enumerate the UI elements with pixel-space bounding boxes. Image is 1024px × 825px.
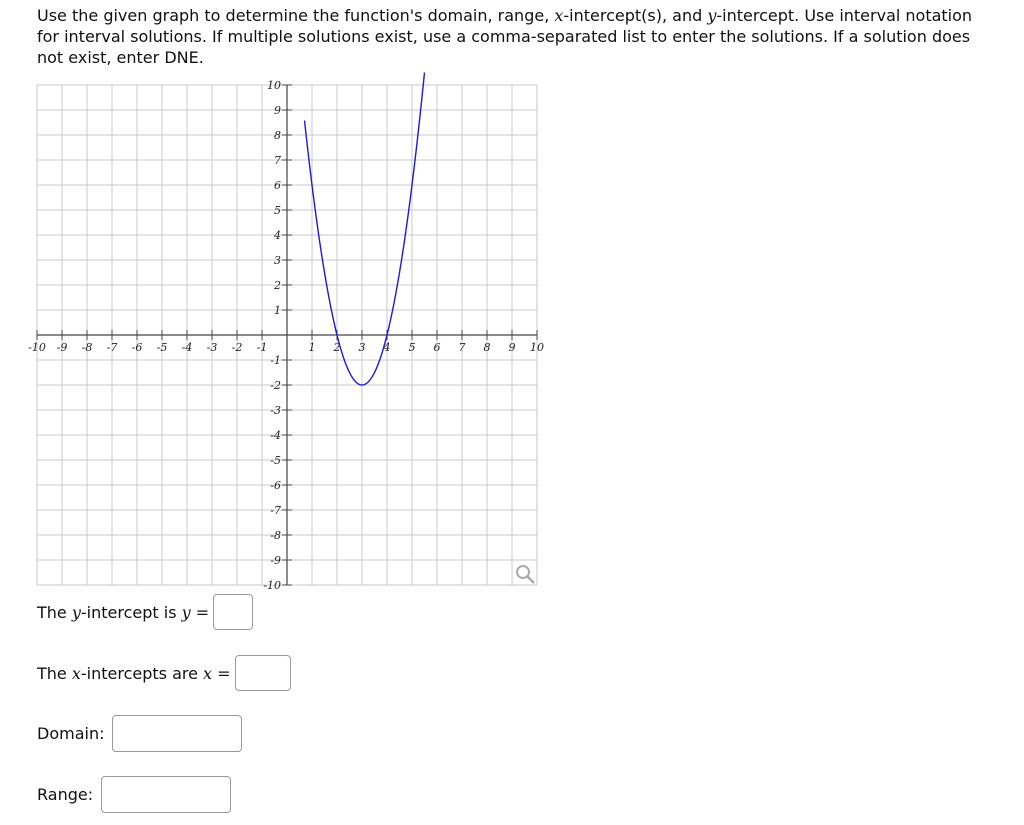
question-text — [37, 5, 997, 68]
y-intercept-symbol: y — [71, 602, 81, 622]
x-tick-label: -7 — [106, 341, 118, 354]
x-intercepts-label-post: -intercepts are — [80, 663, 204, 683]
y-intercept-row — [37, 594, 253, 630]
question-part1: Use the given graph to determine the function's domain, range, — [37, 6, 555, 25]
magnifier-icon[interactable] — [514, 563, 536, 585]
y-symbol: y — [707, 6, 717, 25]
y-tick-label: -6 — [270, 479, 281, 492]
x-tick-label: 9 — [508, 341, 516, 354]
y-intercept-label-pre: The — [37, 602, 72, 622]
range-row — [37, 776, 231, 813]
y-tick-label: -8 — [270, 529, 281, 542]
x-tick-label: 6 — [433, 341, 441, 354]
x-tick-label: -1 — [256, 341, 268, 354]
x-tick-label: 5 — [408, 341, 416, 354]
y-tick-label: 2 — [274, 279, 281, 292]
x-intercepts-symbol: x — [71, 663, 81, 683]
x-tick-label: -4 — [181, 341, 193, 354]
y-tick-label: -1 — [270, 354, 281, 367]
x-tick-label: 8 — [483, 341, 491, 354]
y-tick-label: 1 — [274, 304, 281, 317]
x-tick-label: 7 — [458, 341, 466, 354]
x-intercepts-input[interactable] — [235, 655, 291, 691]
y-tick-label: 5 — [274, 204, 281, 217]
x-tick-label: -8 — [81, 341, 93, 354]
y-tick-label: 4 — [274, 229, 281, 242]
domain-input[interactable] — [112, 715, 242, 752]
y-tick-label: -2 — [270, 379, 281, 392]
parabola-curve — [305, 73, 425, 386]
x-intercepts-label-pre: The — [37, 663, 72, 683]
y-tick-label: -10 — [263, 579, 281, 592]
x-tick-label: -9 — [56, 341, 68, 354]
y-tick-label: -7 — [270, 504, 281, 517]
y-intercept-input[interactable] — [213, 594, 253, 630]
y-tick-label: -3 — [270, 404, 281, 417]
x-tick-label: -2 — [231, 341, 243, 354]
x-tick-label: -6 — [131, 341, 143, 354]
y-tick-label: 9 — [274, 104, 281, 117]
x-tick-label: 10 — [530, 341, 544, 354]
x-tick-label: 1 — [308, 341, 316, 354]
function-graph — [28, 79, 544, 592]
y-tick-label: -4 — [270, 429, 281, 442]
question-part2: -intercept(s), and — [563, 6, 708, 25]
x-tick-label: -5 — [156, 341, 168, 354]
x-tick-label: 3 — [358, 341, 366, 354]
y-tick-label: 10 — [267, 79, 281, 92]
domain-row — [37, 715, 242, 752]
domain-label: Domain: — [37, 724, 105, 743]
range-label: Range: — [37, 785, 94, 804]
y-intercept-eq: y = — [181, 602, 210, 622]
y-tick-label: -9 — [270, 554, 281, 567]
y-intercept-label-post: -intercept is — [80, 602, 182, 622]
range-input[interactable] — [101, 776, 231, 813]
y-tick-label: 7 — [274, 154, 281, 167]
y-tick-label: 8 — [274, 129, 281, 142]
x-tick-label: 4 — [383, 341, 391, 354]
graph-svg — [28, 79, 544, 592]
question-part3: -intercept. Use interval notation for interval solutions. If multiple solutions exist, use a comma-separated list to enter the solutions. If a solution does not exist, enter DNE. — [37, 6, 973, 67]
y-tick-label: 6 — [274, 179, 281, 192]
y-tick-label: 3 — [274, 254, 281, 267]
x-intercepts-eq: x = — [203, 663, 231, 683]
y-tick-label: -5 — [270, 454, 281, 467]
x-tick-label: 2 — [333, 341, 341, 354]
x-intercepts-row — [37, 655, 291, 691]
x-tick-label: -3 — [206, 341, 218, 354]
x-symbol: x — [554, 6, 564, 25]
x-tick-label: -10 — [28, 341, 46, 354]
